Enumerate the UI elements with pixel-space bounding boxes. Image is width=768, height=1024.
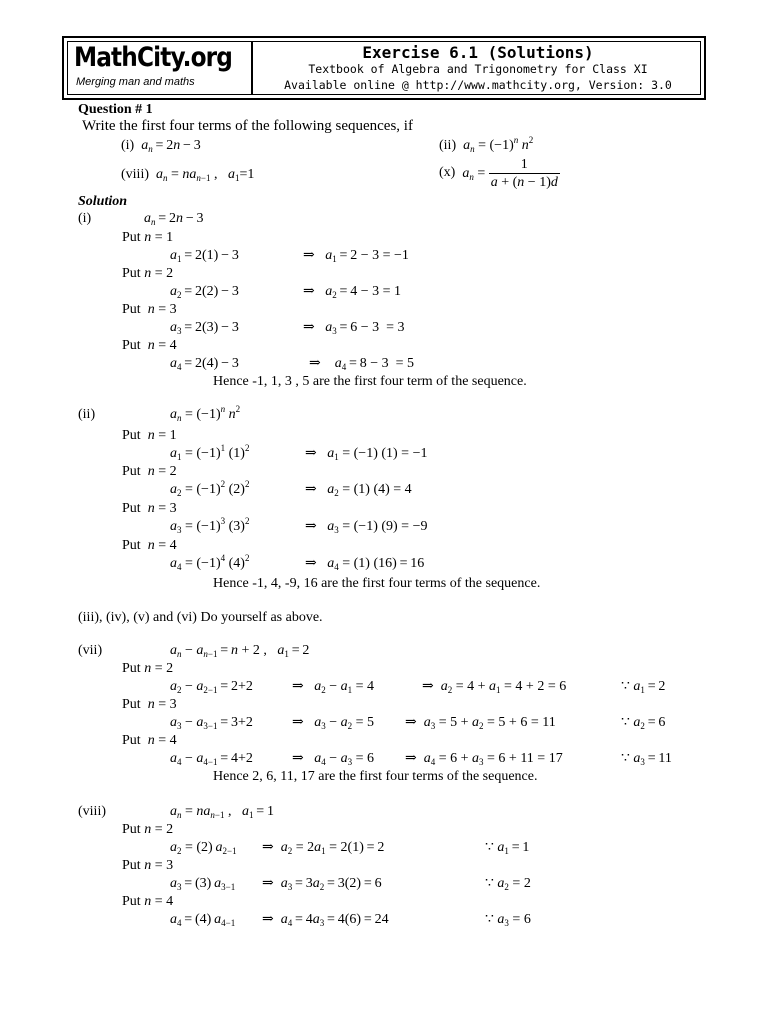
eq-vii-a3-result: ⇒ $a_3 = 5 + a_2 = 5 + 6 = 11$ xyxy=(405,715,556,731)
part-i-formula: $a_n = 2n - 3$ xyxy=(144,211,204,227)
eq-ii-a2: $a_2 = (-1)^2$ $(2)^2$ xyxy=(170,479,250,498)
page-header xyxy=(62,36,706,100)
put-n-2: Put n = 2 xyxy=(122,266,174,281)
site-logo: MathCity.org xyxy=(74,42,233,73)
given-part-x: (x) $a_n$ = $\frac{1}{a + (n - 1)d}$ xyxy=(439,157,558,190)
part-i-label: (i) xyxy=(78,211,92,226)
question-heading: Question # 1 xyxy=(78,102,153,117)
eq-viii-a3-because: ∵ $a_2 = 2$ xyxy=(485,876,531,892)
part-viii-formula: $a_n = na_{n-1}$ , $a_1 = 1$ xyxy=(170,804,274,820)
header-divider xyxy=(251,42,253,94)
eq-ii-a4-result: ⇒ $a_4 = (1) (16) = 16$ xyxy=(305,556,425,572)
fraction: $\frac{1}{a + (n - 1)d}$ xyxy=(490,157,558,190)
eq-viii-a2: $a_2 = (2)$ $a_{2-1}$ xyxy=(170,840,237,856)
put-n-4: Put n = 4 xyxy=(122,538,177,553)
header-inner-frame xyxy=(67,41,701,95)
part-ii-label: (ii) xyxy=(78,407,96,422)
eq-viii-a3: $a_3 = (3)$ $a_{3-1}$ xyxy=(170,876,236,892)
eq-ii-a1-result: ⇒ $a_1 = (-1) (1) = -1$ xyxy=(305,446,428,462)
eq-ii-a3-result: ⇒ $a_3 = (-1) (9) = -9$ xyxy=(305,519,428,535)
given-part-i: (i) $a_n = 2n - 3$ xyxy=(121,138,201,154)
conclusion-i: Hence -1, 1, 3 , 5 are the first four term of the sequence. xyxy=(213,374,527,389)
eq-vii-a3-step: ⇒ $a_3 - a_2 = 5$ xyxy=(292,715,375,731)
put-n-2: Put n = 2 xyxy=(122,822,174,837)
availability-line: Available online @ http://www.mathcity.org, Version: 3.0 xyxy=(284,78,672,92)
eq-i-a2: $a_2 = 2(2) - 3$ xyxy=(170,284,239,300)
put-n-4: Put n = 4 xyxy=(122,894,174,909)
eq-ii-a1: $a_1 = (-1)^1$ $(1)^2$ xyxy=(170,443,250,462)
eq-vii-a2: $a_2 - a_{2-1} = 2+2$ xyxy=(170,679,253,695)
part-label: (ii) xyxy=(439,138,457,153)
eq-vii-a2-step: ⇒ $a_2 - a_1 = 4$ xyxy=(292,679,375,695)
part-vii-formula: $a_n - a_{n-1} = n + 2$ , $a_1 = 2$ xyxy=(170,643,310,659)
put-n-3: Put n = 3 xyxy=(122,858,174,873)
put-n-3: Put n = 3 xyxy=(122,697,177,712)
put-n-1: Put n = 1 xyxy=(122,428,177,443)
part-label: (x) xyxy=(439,165,456,180)
eq-i-a1: $a_1 = 2(1) - 3$ xyxy=(170,248,239,264)
put-n-3: Put n = 3 xyxy=(122,302,177,317)
eq-i-a2-result: ⇒ $a_2 = 4 - 3 = 1$ xyxy=(303,284,402,300)
put-n-1: Put n = 1 xyxy=(122,230,174,245)
exercise-note: (iii), (iv), (v) and (vi) Do yourself as above. xyxy=(78,610,323,625)
eq-vii-a2-because: ∵ $a_1 = 2$ xyxy=(621,679,666,695)
part-ii-formula: $a_n = (-1)^n$ $n^2$ xyxy=(170,404,241,423)
exercise-title: Exercise 6.1 (Solutions) xyxy=(362,43,594,62)
textbook-subtitle: Textbook of Algebra and Trigonometry for Class XI xyxy=(308,62,648,76)
eq-ii-a3: $a_3 = (-1)^3$ $(3)^2$ xyxy=(170,516,250,535)
put-n-2: Put n = 2 xyxy=(122,464,177,479)
eq-vii-a4-result: ⇒ $a_4 = 6 + a_3 = 6 + 11 = 17$ xyxy=(405,751,563,767)
eq-vii-a4-because: ∵ $a_3 = 11$ xyxy=(621,751,672,767)
eq-ii-a2-result: ⇒ $a_2 = (1) (4) = 4$ xyxy=(305,482,412,498)
part-viii-label: (viii) xyxy=(78,804,106,819)
eq-viii-a4-result: ⇒ $a_4 = 4a_3 = 4(6) = 24$ xyxy=(262,912,389,928)
eq-viii-a2-result: ⇒ $a_2 = 2a_1 = 2(1) = 2$ xyxy=(262,840,385,856)
put-n-3: Put n = 3 xyxy=(122,501,177,516)
eq-vii-a3-because: ∵ $a_2 = 6$ xyxy=(621,715,666,731)
eq-viii-a3-result: ⇒ $a_3 = 3a_2 = 3(2) = 6$ xyxy=(262,876,382,892)
given-part-viii: (viii) $a_n = na_{n-1}$ , $a_1=1$ xyxy=(121,167,255,183)
given-part-ii: (ii) $a_n = (-1)^n$ $n^2$ xyxy=(439,135,534,154)
eq-vii-a2-result: ⇒ $a_2 = 4 + a_1 = 4 + 2 = 6$ xyxy=(422,679,567,695)
eq-i-a1-result: ⇒ $a_1 = 2 - 3 = -1$ xyxy=(303,248,409,264)
solution-heading: Solution xyxy=(78,194,128,209)
eq-i-a3: $a_3 = 2(3) - 3$ xyxy=(170,320,239,336)
put-n-4: Put n = 4 xyxy=(122,338,177,353)
put-n-4: Put n = 4 xyxy=(122,733,177,748)
tagline: Merging man and maths xyxy=(76,76,195,88)
eq-vii-a4: $a_4 - a_{4-1} = 4+2$ xyxy=(170,751,253,767)
conclusion-vii: Hence 2, 6, 11, 17 are the first four terms of the sequence. xyxy=(213,769,538,784)
conclusion-ii: Hence -1, 4, -9, 16 are the first four terms of the sequence. xyxy=(213,576,541,591)
put-n-2: Put n = 2 xyxy=(122,661,174,676)
eq-viii-a4: $a_4 = (4)$ $a_{4-1}$ xyxy=(170,912,236,928)
eq-i-a4: $a_4 = 2(4) - 3$ xyxy=(170,356,239,372)
part-label: (viii) xyxy=(121,167,149,182)
question-prompt: Write the first four terms of the following sequences, if xyxy=(82,118,413,134)
part-vii-label: (vii) xyxy=(78,643,103,658)
part-label: (i) xyxy=(121,138,135,153)
eq-vii-a4-step: ⇒ $a_4 - a_3 = 6$ xyxy=(292,751,375,767)
eq-viii-a4-because: ∵ $a_3 = 6$ xyxy=(485,912,531,928)
eq-viii-a2-because: ∵ $a_1 = 1$ xyxy=(485,840,530,856)
eq-i-a3-result: ⇒ $a_3 = 6 - 3 = 3$ xyxy=(303,320,405,336)
eq-vii-a3: $a_3 - a_{3-1} = 3+2$ xyxy=(170,715,253,731)
eq-ii-a4: $a_4 = (-1)^4$ $(4)^2$ xyxy=(170,553,250,572)
eq-i-a4-result: ⇒ $a_4 = 8 - 3 = 5$ xyxy=(309,356,415,372)
